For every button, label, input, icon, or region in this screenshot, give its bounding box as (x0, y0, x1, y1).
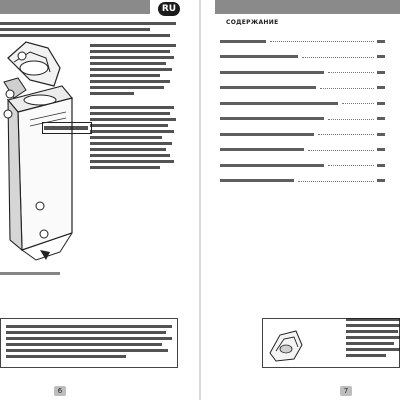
header-band (215, 0, 400, 14)
page-number-right: 7 (340, 386, 352, 396)
toc-entry (220, 98, 385, 108)
page-number-left: 6 (54, 386, 66, 396)
toc-entry (220, 52, 385, 62)
toc-entry (220, 83, 385, 93)
figure-caption (0, 272, 60, 275)
toc-entry (220, 36, 385, 46)
language-tab: RU (158, 2, 180, 16)
toc-entry (220, 145, 385, 155)
toc-entry (220, 67, 385, 77)
right-page (200, 0, 400, 400)
contents-title: СОДЕРЖАНИЕ (226, 19, 279, 26)
toc-entry (220, 114, 385, 124)
product-sketch-icon (266, 323, 306, 365)
service-note-box (0, 318, 178, 368)
toc-entry (220, 129, 385, 139)
header-band (0, 0, 150, 14)
toc-entry (220, 176, 385, 186)
washing-machine-diagram (0, 28, 82, 263)
toc-entry (220, 160, 385, 170)
table-of-contents (220, 36, 385, 191)
